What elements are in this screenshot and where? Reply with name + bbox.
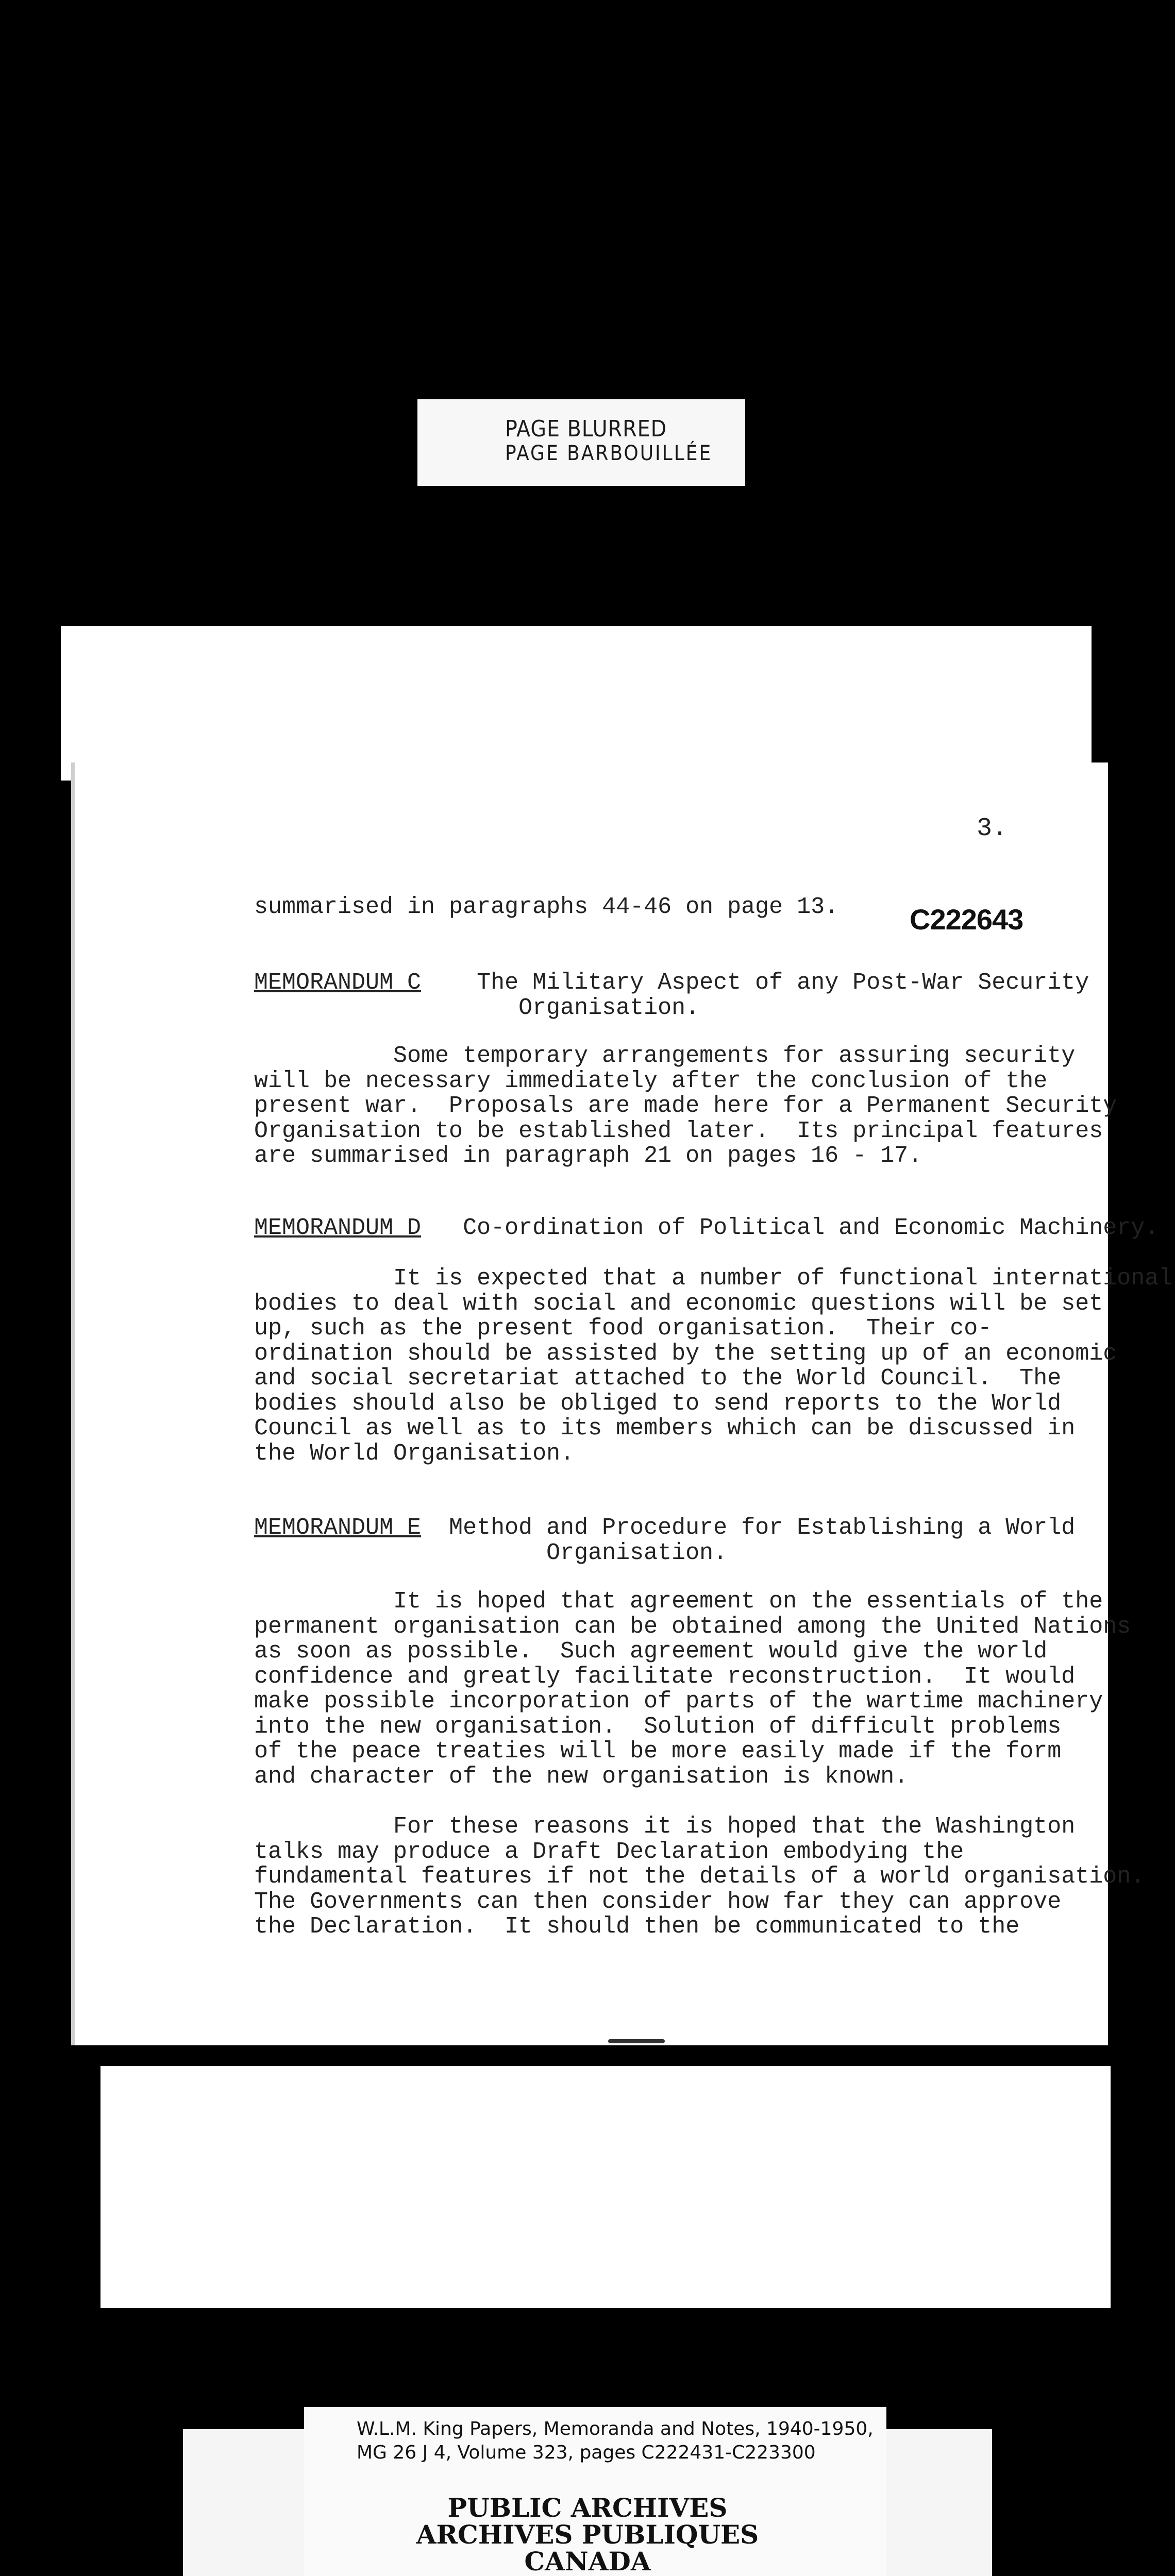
memo-d-line: It is expected that a number of functional international (393, 1265, 1173, 1292)
memo-d-body (254, 1266, 1172, 1466)
memo-d-line: bodies to deal with social and economic questions will be set (254, 1290, 1103, 1317)
document-stamp-code: C222643 (910, 903, 1023, 936)
archive-name-en: PUBLIC ARCHIVES (447, 2493, 728, 2523)
memo-e-title-1: Method and Procedure for Establishing a World (449, 1515, 1076, 1541)
memo-e-line: the Declaration. It should then be communicated to the (254, 1913, 1020, 1940)
memo-c-title-1: The Military Aspect of any Post-War Security (477, 970, 1089, 996)
memo-e-line: of the peace treaties will be more easily made if the form (254, 1738, 1062, 1765)
memo-d-line: up, such as the present food organisation. Their co- (254, 1315, 992, 1342)
memo-e-line: and character of the new organisation is known. (254, 1763, 909, 1790)
memo-d-title-1: Co-ordination of Political and Economic Machinery. (463, 1215, 1159, 1241)
memo-e-body-continued (254, 1815, 1145, 1940)
memo-e-line: The Governments can then consider how far they can approve (254, 1888, 1062, 1915)
archive-citation (357, 2417, 874, 2465)
memo-c-label: MEMORANDUM C (254, 970, 422, 996)
memo-e-label: MEMORANDUM E (254, 1515, 422, 1541)
page-edge (71, 762, 75, 2045)
blur-notice-en: PAGE BLURRED (505, 416, 667, 442)
memo-d-label: MEMORANDUM D (254, 1215, 422, 1241)
memo-c-title-2: Organisation. (518, 994, 700, 1021)
memo-e-line: fundamental features if not the details of a world organisation. (254, 1863, 1145, 1890)
memo-e-body (254, 1589, 1131, 1789)
memo-c-line: will be necessary immediately after the conclusion of the (254, 1067, 1048, 1094)
memo-e-line: permanent organisation can be obtained among the United Nations (254, 1613, 1131, 1640)
memo-c-line: are summarised in paragraph 21 on pages 16 - 17. (254, 1143, 922, 1169)
page-divider-mark (608, 2039, 665, 2043)
memo-e-heading (254, 1516, 1075, 1566)
memo-e-line: talks may produce a Draft Declaration embodying the (254, 1838, 964, 1865)
memo-c-body (254, 1044, 1117, 1169)
memo-d-line: and social secretariat attached to the World Council. The (254, 1365, 1062, 1392)
paper-sheet-bottom (100, 2066, 1111, 2308)
memo-e-line: as soon as possible. Such agreement would give the world (254, 1638, 1048, 1665)
memo-e-line: into the new organisation. Solution of difficult problems (254, 1713, 1062, 1740)
citation-line-1: W.L.M. King Papers, Memoranda and Notes, 1940-1950, (357, 2418, 874, 2439)
memo-c-line: Organisation to be established later. Its principal features (254, 1117, 1103, 1144)
blur-notice-label (417, 399, 745, 486)
memo-e-line: It is hoped that agreement on the essentials of the (393, 1588, 1103, 1615)
archive-country: CANADA (524, 2546, 651, 2576)
memo-d-line: Council as well as to its members which can be discussed in (254, 1415, 1076, 1442)
memo-e-title-2: Organisation. (546, 1539, 728, 1566)
archive-name-fr: ARCHIVES PUBLIQUES (416, 2519, 759, 2550)
citation-line-2: MG 26 J 4, Volume 323, pages C222431-C223300 (357, 2442, 816, 2463)
memo-c-line: Some temporary arrangements for assuring security (393, 1043, 1076, 1069)
page-number: 3. (977, 814, 1008, 843)
blur-notice-fr: PAGE BARBOUILLÉE (505, 442, 713, 465)
memo-d-heading (254, 1216, 1159, 1241)
memo-d-line: the World Organisation. (254, 1440, 575, 1467)
memo-c-line: present war. Proposals are made here for a Permanent Security (254, 1093, 1117, 1119)
memo-d-line: bodies should also be obliged to send reports to the World (254, 1390, 1062, 1417)
memo-c-heading (254, 971, 1089, 1021)
memo-e-line: For these reasons it is hoped that the Washington (393, 1814, 1076, 1840)
memo-e-line: make possible incorporation of parts of the wartime machinery (254, 1688, 1103, 1715)
memo-e-line: confidence and greatly facilitate reconstruction. It would (254, 1663, 1076, 1690)
intro-line: summarised in paragraphs 44-46 on page 13. (254, 894, 839, 920)
memo-d-line: ordination should be assisted by the setting up of an economic (254, 1340, 1117, 1367)
paper-sheet-top (61, 626, 1092, 781)
